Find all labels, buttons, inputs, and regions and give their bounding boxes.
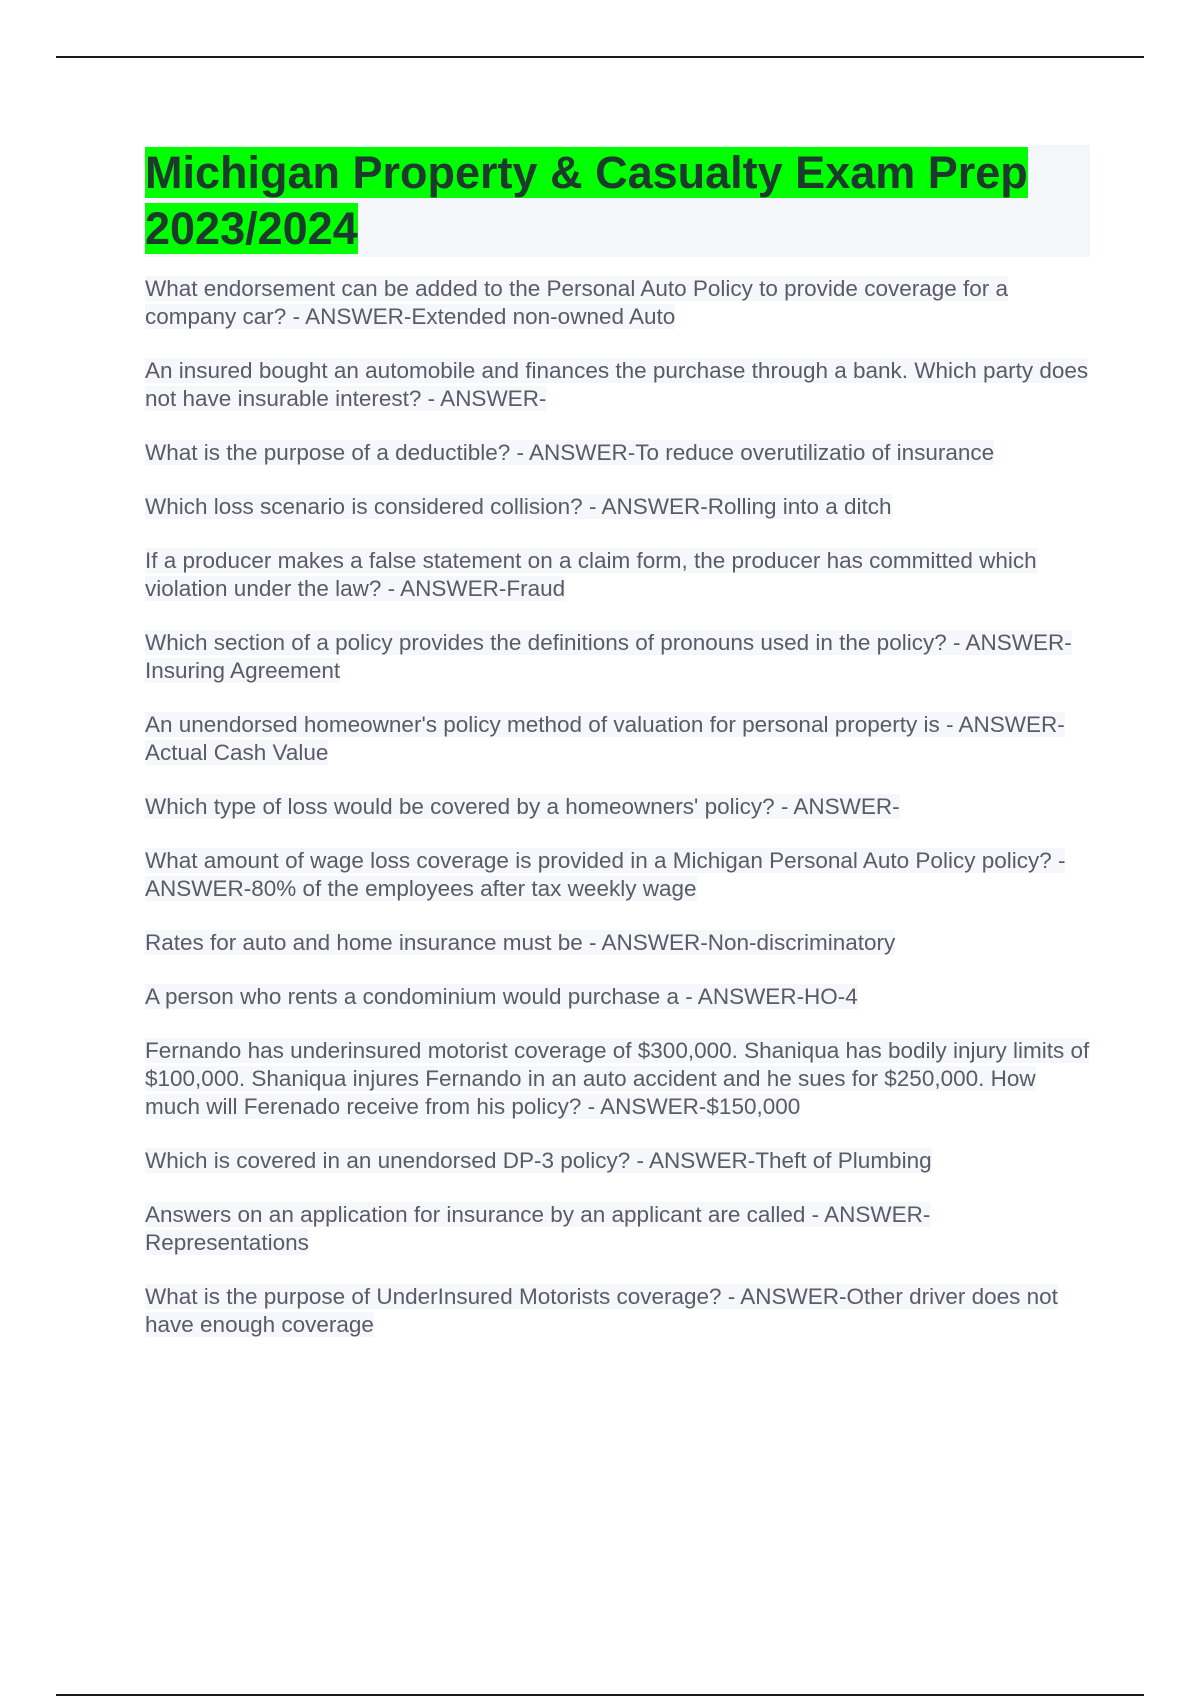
qa-text: What endorsement can be added to the Personal Auto Policy to provide coverage for a company car? - ANSWER-Extended non-owned Auto — [145, 276, 1009, 329]
qa-text: A person who rents a condominium would purchase a - ANSWER-HO-4 — [145, 984, 858, 1009]
qa-item — [145, 983, 1090, 1011]
qa-text: Which loss scenario is considered collision? - ANSWER-Rolling into a ditch — [145, 494, 892, 519]
qa-item — [145, 275, 1090, 331]
qa-item — [145, 493, 1090, 521]
qa-item — [145, 547, 1090, 603]
qa-item — [145, 1037, 1090, 1121]
qa-text: What is the purpose of a deductible? - ANSWER-To reduce overutilizatio of insurance — [145, 440, 995, 465]
qa-text: Rates for auto and home insurance must be - ANSWER-Non-discriminatory — [145, 930, 896, 955]
document-body — [145, 145, 1090, 1365]
qa-text: Which type of loss would be covered by a homeowners' policy? - ANSWER- — [145, 794, 900, 819]
top-rule — [56, 56, 1144, 58]
qa-text: Which is covered in an unendorsed DP-3 policy? - ANSWER-Theft of Plumbing — [145, 1148, 932, 1173]
bottom-rule — [56, 1694, 1144, 1696]
qa-text: An insured bought an automobile and finances the purchase through a bank. Which party does not have insurable interest? - ANSWER- — [145, 358, 1089, 411]
qa-item — [145, 929, 1090, 957]
qa-list — [145, 275, 1090, 1339]
page-title-text: Michigan Property & Casualty Exam Prep 2023/2024 — [145, 147, 1028, 254]
qa-item — [145, 357, 1090, 413]
title-block — [145, 145, 1090, 257]
qa-item — [145, 629, 1090, 685]
qa-item — [145, 711, 1090, 767]
qa-item — [145, 439, 1090, 467]
page-title — [145, 145, 1090, 257]
qa-text: Answers on an application for insurance by an applicant are called - ANSWER-Representations — [145, 1202, 931, 1255]
qa-text: What amount of wage loss coverage is provided in a Michigan Personal Auto Policy policy? - ANSWER-80% of the employees after tax weekly wage — [145, 848, 1066, 901]
qa-text: What is the purpose of UnderInsured Motorists coverage? - ANSWER-Other driver does not have enough coverage — [145, 1284, 1058, 1337]
qa-item — [145, 793, 1090, 821]
qa-item — [145, 1283, 1090, 1339]
qa-item — [145, 1147, 1090, 1175]
qa-text: Fernando has underinsured motorist coverage of $300,000. Shaniqua has bodily injury limits of $100,000. Shaniqua injures Fernando in an auto accident and he sues for $250,000. How much will Ferenado receive from his policy? - ANSWER-$150,000 — [145, 1038, 1090, 1119]
qa-text: If a producer makes a false statement on a claim form, the producer has committed which violation under the law? - ANSWER-Fraud — [145, 548, 1037, 601]
qa-item — [145, 1201, 1090, 1257]
qa-item — [145, 847, 1090, 903]
qa-text: An unendorsed homeowner's policy method of valuation for personal property is - ANSWER-Actual Cash Value — [145, 712, 1065, 765]
qa-text: Which section of a policy provides the definitions of pronouns used in the policy? - ANSWER-Insuring Agreement — [145, 630, 1072, 683]
